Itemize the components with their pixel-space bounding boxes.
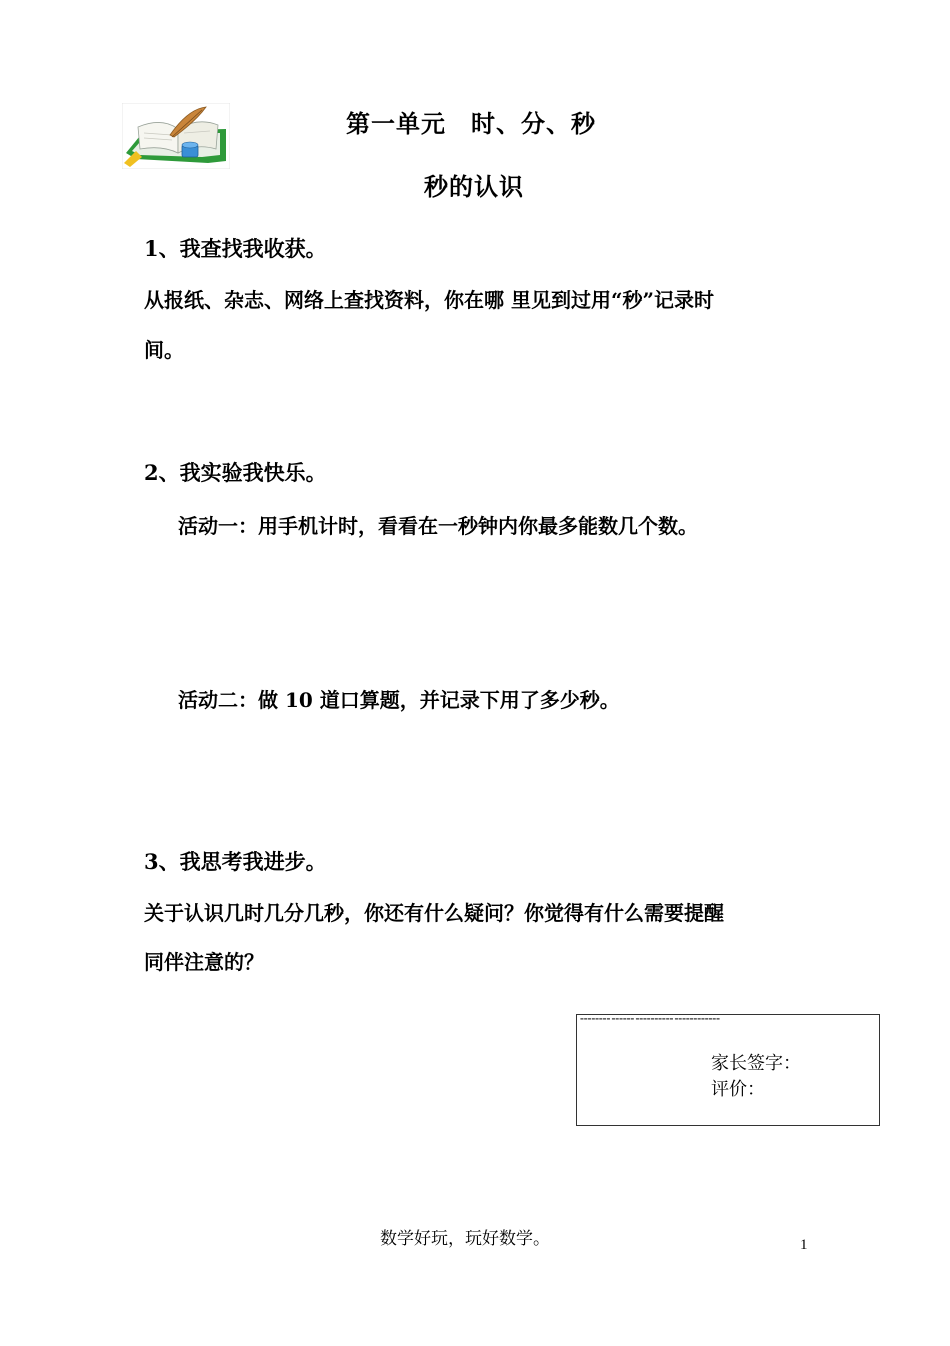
parent-signature-label: 家长签字： bbox=[711, 1053, 801, 1074]
section1-text-line1: 从报纸、杂志、网络上查找资料，你在哪 里见到过用“秒”记录时 bbox=[144, 288, 714, 312]
parent-signature-box bbox=[576, 1014, 880, 1126]
activity1-text: 活动一：用手机计时，看看在一秒钟内你最多能数几个数。 bbox=[178, 514, 698, 538]
lesson-subtitle: 秒的认识 bbox=[424, 172, 524, 201]
tiny-header-text-decoration: ▬▬▬▬▬▬▬▬ ▬▬▬▬▬▬ ▬▬▬▬▬▬▬▬▬▬ ▬▬▬▬▬▬▬▬▬▬▬▬ bbox=[580, 1016, 720, 1021]
book-quill-logo-icon bbox=[122, 103, 230, 169]
page-number: 1 bbox=[800, 1237, 808, 1253]
evaluation-label: 评价： bbox=[711, 1079, 765, 1100]
section1-heading: 1、我查找我收获。 bbox=[144, 236, 327, 261]
section3-heading: 3、我思考我进步。 bbox=[144, 849, 327, 874]
section3-text-line1: 关于认识几时几分几秒，你还有什么疑问？你觉得有什么需要提醒 bbox=[144, 901, 724, 925]
footer-slogan: 数学好玩，玩好数学。 bbox=[380, 1229, 550, 1249]
activity2-text: 活动二：做 10 道口算题，并记录下用了多少秒。 bbox=[178, 688, 620, 712]
section3-text-line2: 同伴注意的？ bbox=[144, 950, 264, 974]
section2-heading: 2、我实验我快乐。 bbox=[144, 460, 327, 485]
unit-title: 第一单元 时、分、秒 bbox=[346, 109, 596, 138]
section1-text-line2: 间。 bbox=[144, 338, 184, 362]
